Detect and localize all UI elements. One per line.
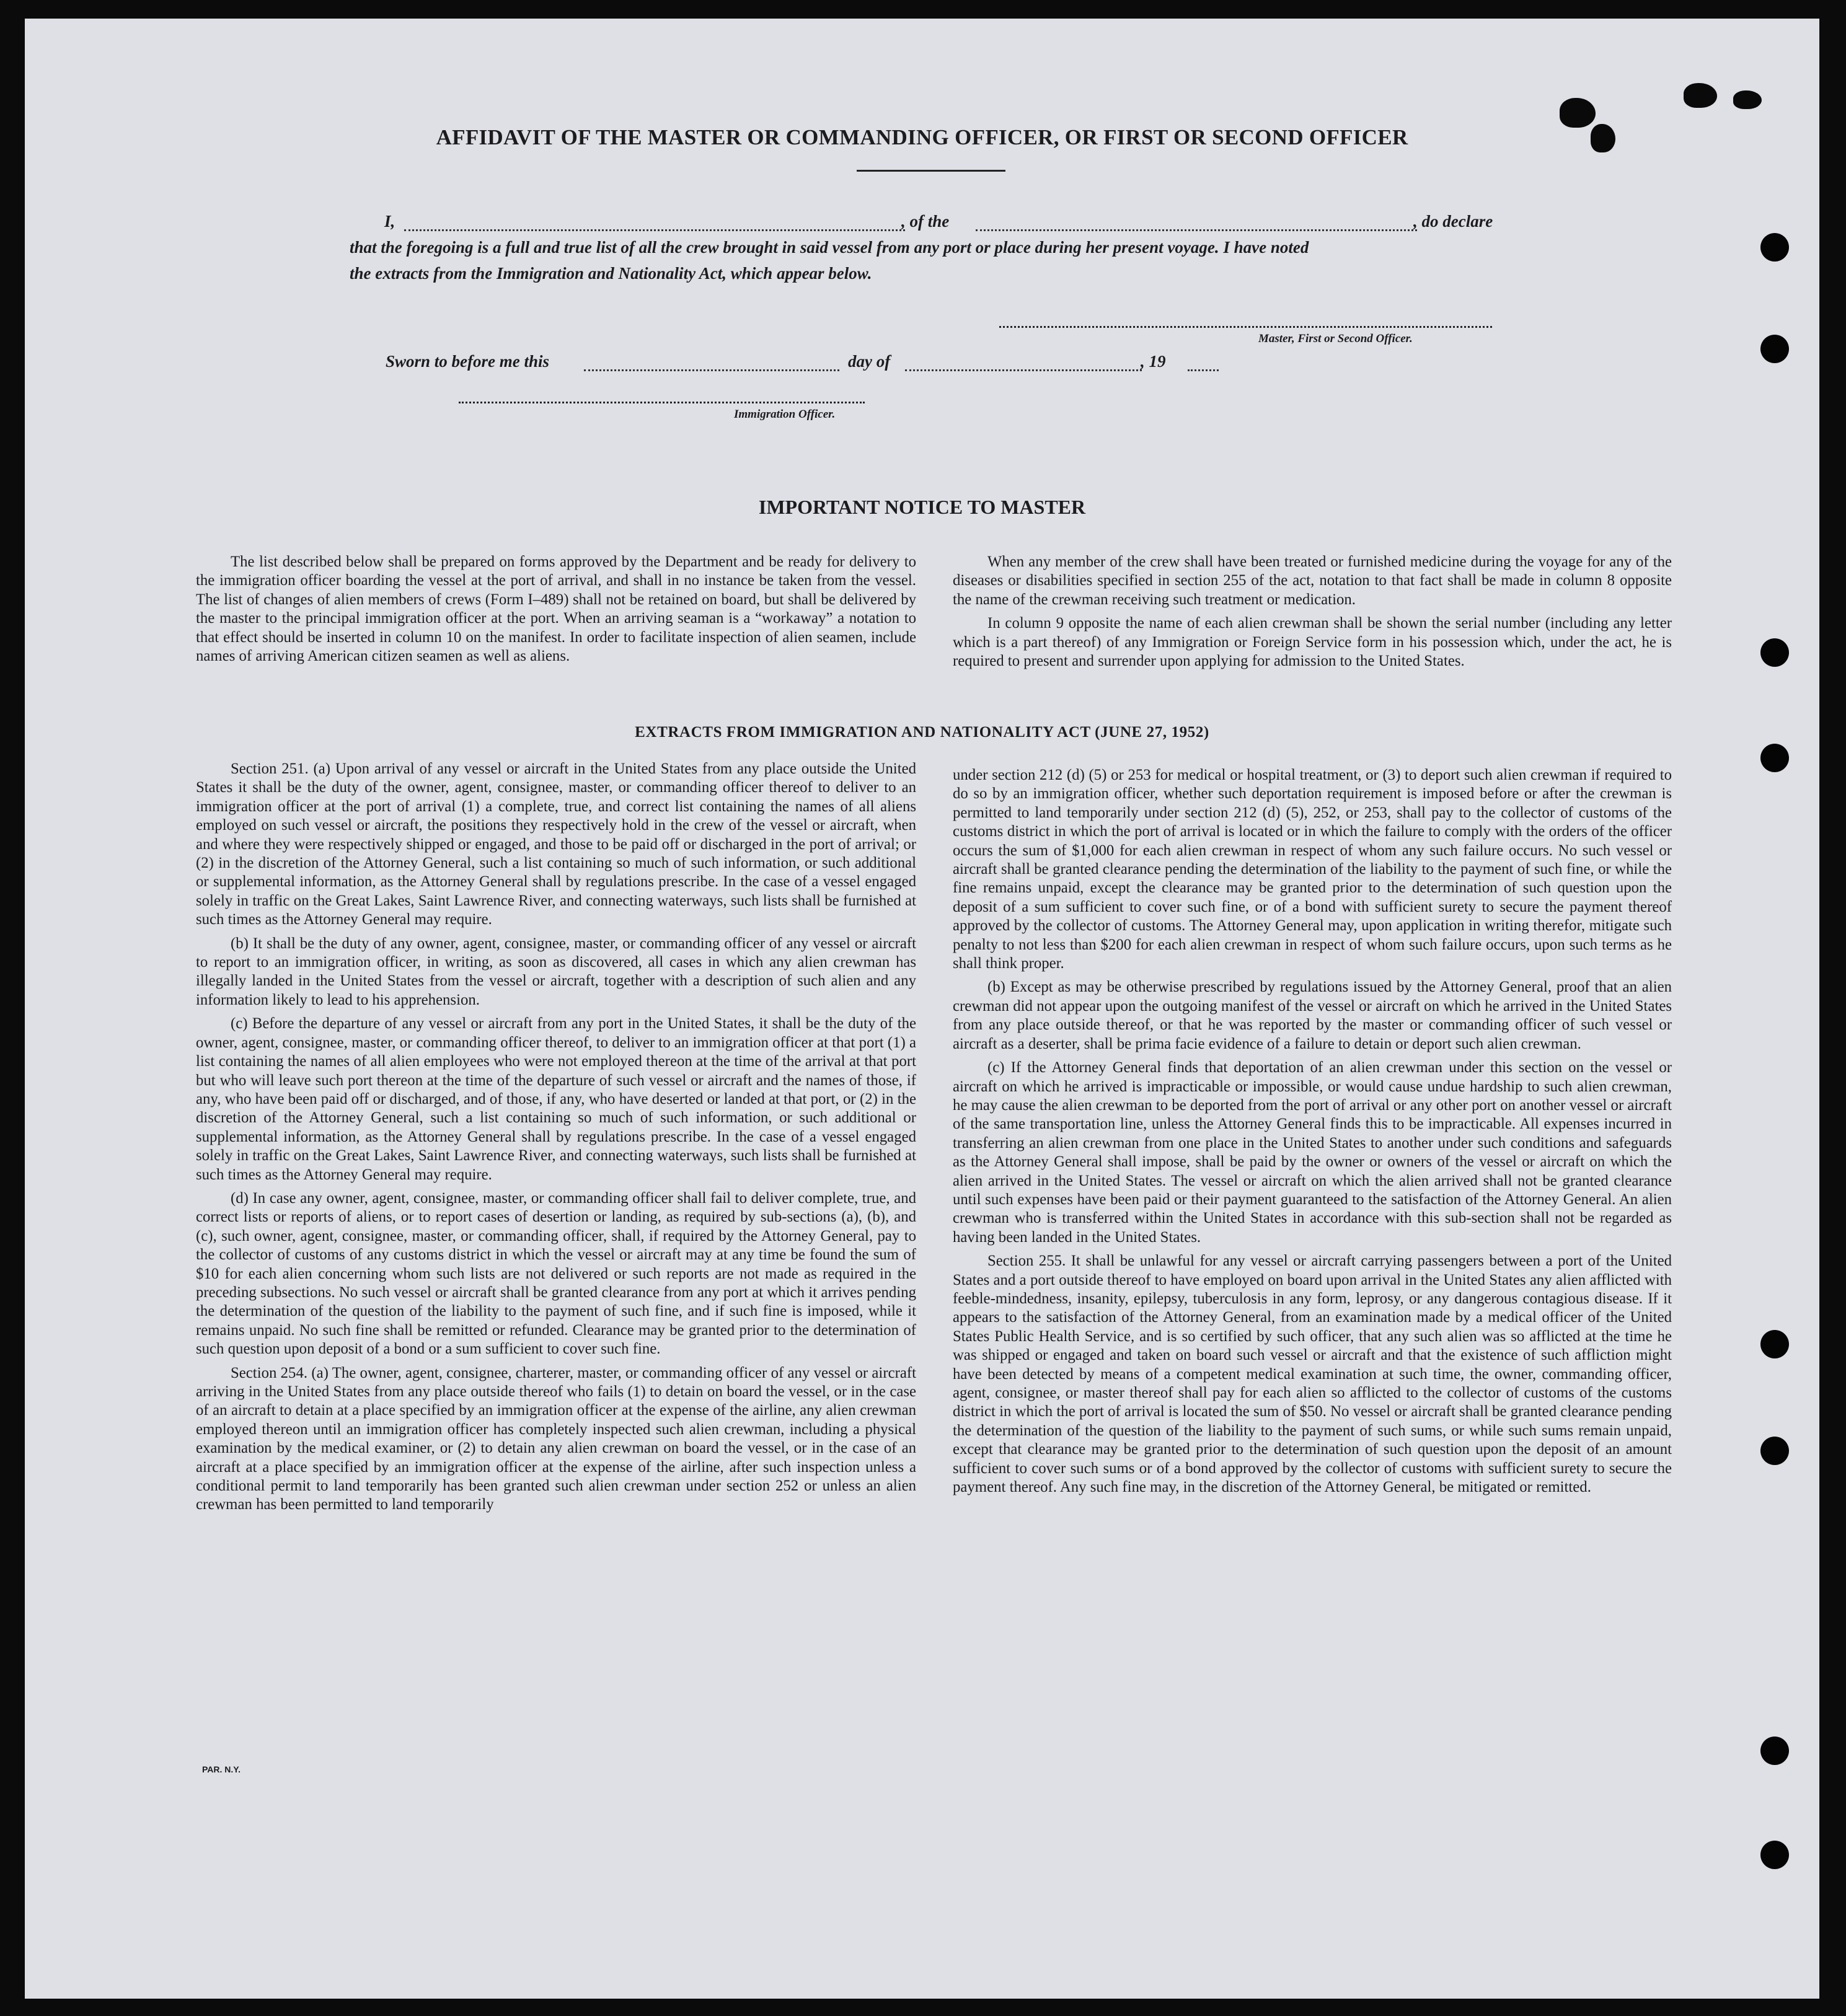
- form-page: [25, 19, 1819, 1999]
- binder-hole: [1760, 638, 1789, 667]
- binder-hole: [1760, 1841, 1789, 1869]
- declarant-name-field[interactable]: [404, 229, 905, 231]
- section-255: Section 255. It shall be unlawful for any vessel or aircraft carrying passengers between a port of the United States and a port outside thereof to have employed on board upon arrival in the United States any alien afflicted with feeble-mindedness, insanity, epilepsy, tuberculosis in any form, leprosy, or any dangerous contagious disease. If it appears to the satisfaction of the Attorney General, from an examination made by a medical officer of the United States Public Health Service, and is so certified by such officer, that any such alien was so afflicted at the time he was shipped or engaged and taken on board such vessel or aircraft and that the existence of such affliction might have been detected by means of a competent medical examination at such time, the owner, commanding officer, agent, consignee, or master thereof shall pay for each alien so afflicted to the collector of customs of the customs district in which the port of arrival is located the sum of $50. No vessel or aircraft shall be granted clearance pending the determination of the question of the liability to the payment of such sums, or while such sums remain unpaid, except that clearance may be granted prior to the determination of such question upon the deposit of an amount sufficient to cover such sums or of a bond approved by the collector of customs with sufficient surety to secure the payment thereof. Any such fine may, in the discretion of the Attorney General, be mitigated or remitted.: [953, 1252, 1672, 1496]
- section-251a: Section 251. (a) Upon arrival of any vessel or aircraft in the United States from any place outside the United States it shall be the duty of the owner, agent, consignee, master, or commanding officer thereof to deliver to an immigration officer at the port of arrival (1) a complete, true, and correct list containing the names of all aliens employed on such vessel or aircraft, the positions they respectively hold in the crew of the vessel or aircraft, when and where they were respectively shipped or engaged, and those to be paid off or discharged in the port of arrival; or (2) in the discretion of the Attorney General, such a list containing so much of such information, or such additional or supplemental information, as the Attorney General shall by regulations prescribe. In the case of a vessel engaged solely in traffic on the Great Lakes, Saint Lawrence River, and connecting waterways, such lists shall be furnished at such times as the Attorney General may require.: [196, 760, 916, 928]
- immigration-officer-signature-line[interactable]: [459, 402, 865, 403]
- sworn-year-field[interactable]: [1188, 369, 1219, 371]
- of-the-text: , of the: [901, 212, 950, 231]
- notice-right-paragraph-2: In column 9 opposite the name of each alien crewman shall be shown the serial number (including any letter which is a part thereof) of any Immigration or Foreign Service form in his possession which, under the act, he is required to present and surrender upon applying for admission to the United States.: [953, 615, 1672, 670]
- sworn-day-field[interactable]: [584, 369, 839, 371]
- immigration-officer-label: Immigration Officer.: [734, 408, 836, 421]
- ink-blot: [1733, 90, 1762, 109]
- section-254a: Section 254. (a) The owner, agent, consignee, charterer, master, or commanding officer of any vessel or aircraft arriving in the United States from any place outside thereof who fails (1) to detain on board the vessel, or in the case of an aircraft to detain at a place specified by an immigration officer at the expense of the airline, any alien crewman employed thereon until an immigration officer has completely inspected such alien crewman, including a physical examination by the medical examiner, or (2) to detain any alien crewman on board the vessel, or in the case of an aircraft at a place specified by an immigration officer at the expense of the airline, after such inspection unless a conditional permit to land temporarily has been granted such alien crewman under section 252 or unless an alien crewman has been permitted to land temporarily: [196, 1364, 916, 1513]
- section-254a-continued: under section 212 (d) (5) or 253 for medical or hospital treatment, or (3) to deport such alien crewman if required to do so by an immigration officer, whether such deportation requirement is imposed before or after the crewman is permitted to land temporarily under section 212 (d) (5), 252, or 253, shall pay to the collector of customs of the customs district in which the port of arrival is located or in which the failure to comply with the orders of the officer occurs the sum of $1,000 for each alien crewman in respect of whom any such failure occurs. No such vessel or aircraft shall be granted clearance pending the determination of the liability to the payment of such fine, or while the fine remains unpaid, except the clearance may be granted prior to the determination of such question upon the deposit of a sum sufficient to cover such fine, or of a bond with sufficient surety to secure the payment thereof approved by the collector of customs. The Attorney General may, upon application in writing therefor, mitigate such penalty to not less than $200 for each alien crewman in respect of whom such failure occurs, upon such terms as he shall think proper.: [953, 767, 1672, 972]
- binder-hole: [1760, 744, 1789, 772]
- notice-right-paragraph-1: When any member of the crew shall have been treated or furnished medicine during the voyage for any of the diseases or disabilities specified in section 255 of the act, notation to that fact shall be made in column 8 opposite the name of the crewman receiving such treatment or medication.: [953, 553, 1672, 608]
- sworn-prefix: Sworn to before me this: [386, 352, 550, 371]
- ink-blot: [1591, 124, 1615, 152]
- day-of-text: day of: [848, 352, 891, 371]
- declarant-prefix: I,: [384, 212, 395, 231]
- binder-hole: [1760, 1437, 1789, 1465]
- ink-blot: [1560, 98, 1596, 128]
- section-251c: (c) Before the departure of any vessel or aircraft from any port in the United States, it shall be the duty of the owner, agent, consignee, master, or commanding officer thereof, to deliver to an immigration officer at that port (1) a list containing the names of all alien employees who were not employed thereon at the time of the arrival at that port but who will leave such port thereon at the time of the departure of such vessel or aircraft and the names of those, if any, who have been paid off or discharged, and of those, if any, who have deserted or landed at that port, or (2) in the discretion of the Attorney General, such a list containing so much of such information, or such additional or supplemental information, as the Attorney General shall by regulations prescribe. In the case of a vessel engaged solely in traffic on the Great Lakes, Saint Lawrence River, and connecting waterways, such lists shall be furnished at such times as the Attorney General may require.: [196, 1015, 916, 1183]
- title-underline: [857, 170, 1005, 172]
- binder-hole: [1760, 1736, 1789, 1765]
- section-254c: (c) If the Attorney General finds that deportation of an alien crewman under this section on the vessel or aircraft on which he arrived is impracticable or impossible, or would cause undue hardship to such alien crewman, he may cause the alien crewman to be deported from the port of arrival or any other port on another vessel or aircraft of the same transportation line, unless the Attorney General finds this to be impracticable. All expenses incurred in transferring an alien crewman from one place in the United States to another under such conditions and safeguards as the Attorney General shall impose, shall be paid by the owner or owners of the vessel or aircraft on which the alien arrived in the United States. The vessel or aircraft on which the alien arrived shall not be granted clearance until such expenses have been paid or their payment guaranteed to the satisfaction of the Attorney General. An alien crewman who is transferred within the United States in accordance with this sub-section shall not be regarded as having been landed in the United States.: [953, 1059, 1672, 1246]
- do-declare-text: , do declare: [1413, 212, 1493, 231]
- section-254b: (b) Except as may be otherwise prescribed by regulations issued by the Attorney General, proof that an alien crewman did not appear upon the outgoing manifest of the vessel or aircraft on which he arrived in the United States from any place outside thereof, or that he was reported by the master or commanding officer of such vessel or aircraft as a deserter, shall be prima facie evidence of a failure to detain or deport such alien crewman.: [953, 979, 1672, 1052]
- printer-mark: PAR. N.Y.: [202, 1764, 241, 1774]
- binder-hole: [1760, 1330, 1789, 1358]
- declaration-line-2: the extracts from the Immigration and Nationality Act, which appear below.: [350, 264, 872, 283]
- extracts-title: EXTRACTS FROM IMMIGRATION AND NATIONALITY ACT (JUNE 27, 1952): [635, 724, 1209, 741]
- vessel-name-field[interactable]: [976, 229, 1417, 231]
- extracts-left-column: [196, 760, 916, 1520]
- extracts-right-column: [953, 766, 1672, 1502]
- year-prefix: , 19: [1141, 352, 1166, 371]
- section-251d: (d) In case any owner, agent, consignee, master, or commanding officer shall fail to deliver complete, true, and correct lists or reports of aliens, or to report cases of desertion or landing, as required by sub-sections (a), (b), and (c), such owner, agent, consignee, master, or commanding officer, shall, if required by the Attorney General, pay to the collector of customs of any customs district in which the vessel or aircraft may at any time be found the sum of $10 for each alien concerning whom such lists are not delivered or such reports are not made as required in the preceding subsections. No such vessel or aircraft shall be granted clearance from any port at which it arrives pending the determination of the question of the liability to the payment of such fine, and if such fine is imposed, while it remains unpaid. No such fine shall be remitted or refunded. Clearance may be granted prior to the determination of such question upon deposit of a bond or a sum sufficient to cover such fine.: [196, 1189, 916, 1358]
- notice-title: IMPORTANT NOTICE TO MASTER: [758, 496, 1086, 518]
- master-signature-label: Master, First or Second Officer.: [1258, 332, 1413, 345]
- section-251b: (b) It shall be the duty of any owner, agent, consignee, master, or commanding officer of any vessel or aircraft to report to an immigration officer, in writing, as soon as discovered, all cases in which any alien crewman has illegally landed in the United States from the vessel or aircraft, together with a description of such alien and any information likely to lead to his apprehension.: [196, 935, 916, 1008]
- binder-hole: [1760, 335, 1789, 363]
- notice-left-column: [196, 553, 916, 671]
- notice-right-column: [953, 553, 1672, 676]
- declaration-line-1: that the foregoing is a full and true list of all the crew brought in said vessel from any port or place during her present voyage. I have noted: [350, 238, 1309, 257]
- sworn-month-field[interactable]: [905, 369, 1142, 371]
- ink-blot: [1684, 83, 1717, 108]
- binder-hole: [1760, 233, 1789, 262]
- master-signature-line[interactable]: [999, 326, 1492, 328]
- affidavit-title: AFFIDAVIT OF THE MASTER OR COMMANDING OFFICER, OR FIRST OR SECOND OFFICER: [436, 125, 1408, 149]
- notice-left-paragraph: The list described below shall be prepared on forms approved by the Department and be ready for delivery to the immigration officer boarding the vessel at the port of arrival, and shall in no instance be taken from the vessel. The list of changes of alien members of crews (Form I–489) shall not be retained on board, but shall be delivered by the master to the principal immigration officer at the port. When an arriving seaman is a “workaway” a notation to that effect should be inserted in column 10 on the manifest. In order to facilitate inspection of alien seamen, include names of arriving American citizen seamen as well as aliens.: [196, 553, 916, 665]
